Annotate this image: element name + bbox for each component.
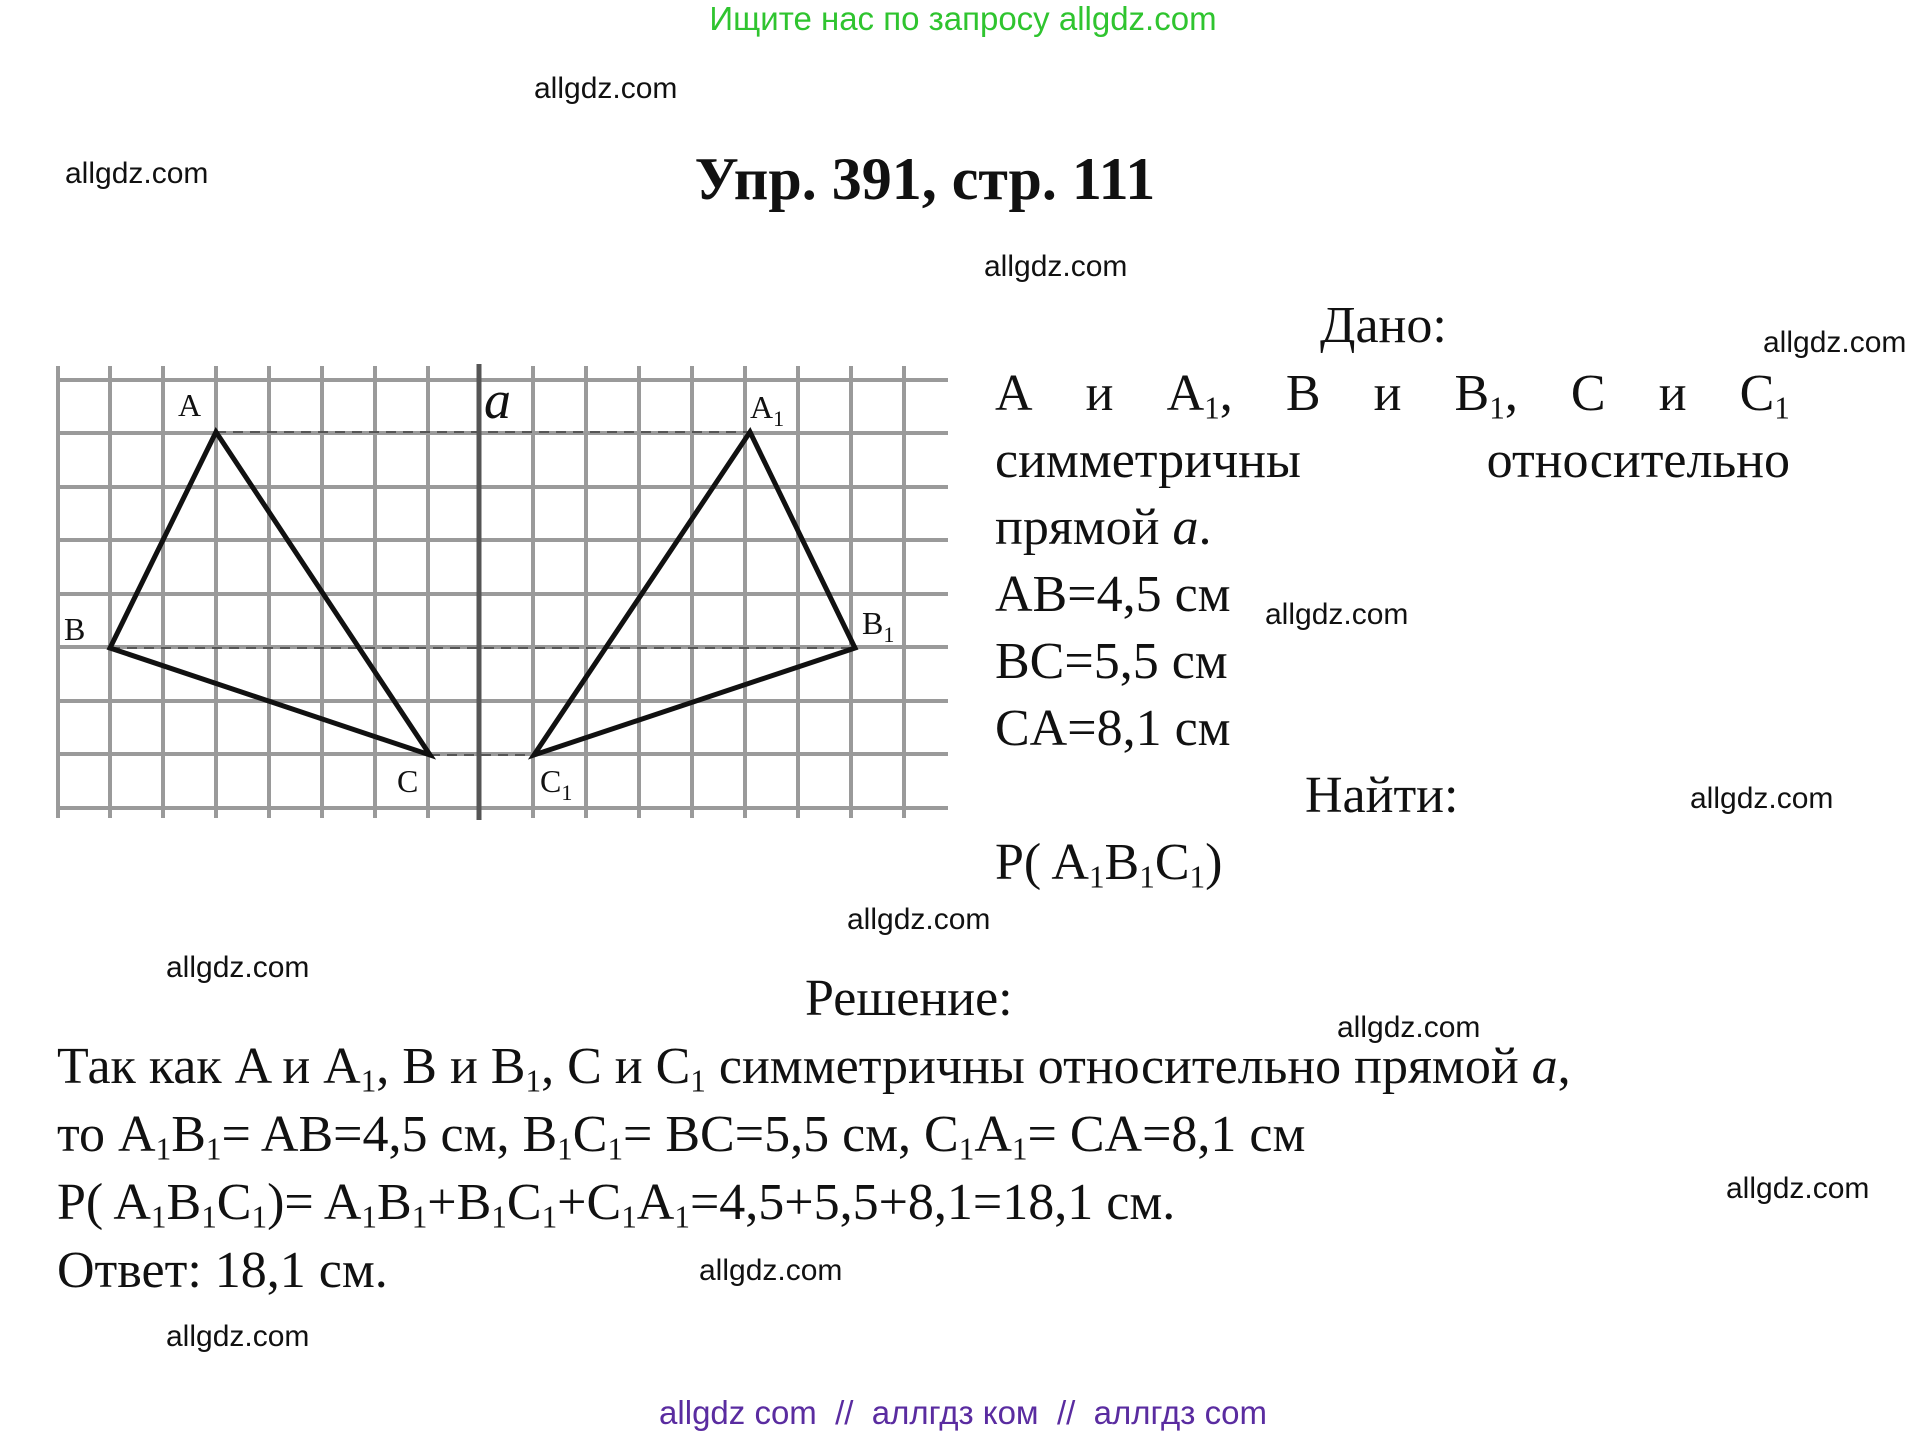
watermark: allgdz.com bbox=[1726, 1172, 1870, 1205]
watermark: allgdz.com bbox=[699, 1254, 843, 1287]
solution-heading: Решение: bbox=[805, 970, 1013, 1027]
footer-links: allgdz com // аллгдз ком // аллгдз com bbox=[659, 1394, 1267, 1431]
find-heading: Найти: bbox=[1305, 767, 1459, 824]
watermark: allgdz.com bbox=[1763, 326, 1907, 359]
given-ab: AB=4,5 см bbox=[995, 566, 1231, 623]
given-line-2 bbox=[995, 427, 1790, 494]
watermark: allgdz.com bbox=[166, 951, 310, 984]
symmetry-figure bbox=[0, 0, 960, 840]
solution-line-1: Так как A и $A_1$, B и $B_1$, C и $C_1$ симметричны относительно прямой a, bbox=[57, 1038, 1571, 1099]
given-heading: Дано: bbox=[1320, 297, 1447, 354]
given-ca: CA=8,1 см bbox=[995, 700, 1231, 757]
given-word: и bbox=[1373, 365, 1402, 422]
given-word: $B_1$, bbox=[1454, 365, 1518, 426]
search-banner: Ищите нас по запросу allgdz.com bbox=[709, 0, 1217, 37]
solution-line-2: то $A_1B_1= AB=4,5$ см, $B_1C_1= BC=5,5$ см, $C_1A_1= CA=8,1$ см bbox=[57, 1106, 1306, 1167]
point-label-b: B bbox=[64, 611, 86, 647]
watermark: allgdz.com bbox=[65, 157, 209, 190]
given-line-3: прямой a. bbox=[995, 499, 1212, 556]
watermark: allgdz.com bbox=[1690, 782, 1834, 815]
given-word: A bbox=[995, 365, 1033, 422]
point-label-a: A bbox=[178, 387, 202, 423]
watermark: allgdz.com bbox=[1265, 598, 1409, 631]
watermark: allgdz.com bbox=[166, 1320, 310, 1353]
given-word: C bbox=[1570, 365, 1606, 422]
given-word: $A_1$, bbox=[1166, 365, 1233, 426]
given-word: симметричны bbox=[995, 432, 1301, 489]
watermark: allgdz.com bbox=[984, 250, 1128, 283]
given-word: и bbox=[1658, 365, 1687, 422]
point-label-c: C bbox=[397, 763, 419, 799]
answer: Ответ: 18,1 см. bbox=[57, 1242, 388, 1299]
solution-line-3: P( $A_1B_1C_1)= A_1B_1+B_1C_1+C_1A_1=4,5+5,5+8,1=18,1$ см. bbox=[57, 1174, 1176, 1235]
given-word: относительно bbox=[1486, 432, 1790, 489]
find-expression: P( $A_1B_1C_1$) bbox=[995, 834, 1223, 895]
watermark: allgdz.com bbox=[1337, 1011, 1481, 1044]
point-label-c1: $C_1$ bbox=[540, 763, 573, 805]
axis-label: a bbox=[484, 370, 511, 430]
given-word: B bbox=[1285, 365, 1321, 422]
given-word: и bbox=[1085, 365, 1114, 422]
grid bbox=[58, 366, 948, 818]
page-title: Упр. 391, стр. 111 bbox=[694, 146, 1156, 212]
watermark: allgdz.com bbox=[847, 903, 991, 936]
given-bc: BC=5,5 см bbox=[995, 633, 1228, 690]
point-label-a1: $A_1$ bbox=[750, 389, 785, 431]
given-word: $C_1$ bbox=[1739, 365, 1790, 426]
watermark: allgdz.com bbox=[534, 72, 678, 105]
point-label-b1: $B_1$ bbox=[862, 605, 895, 647]
